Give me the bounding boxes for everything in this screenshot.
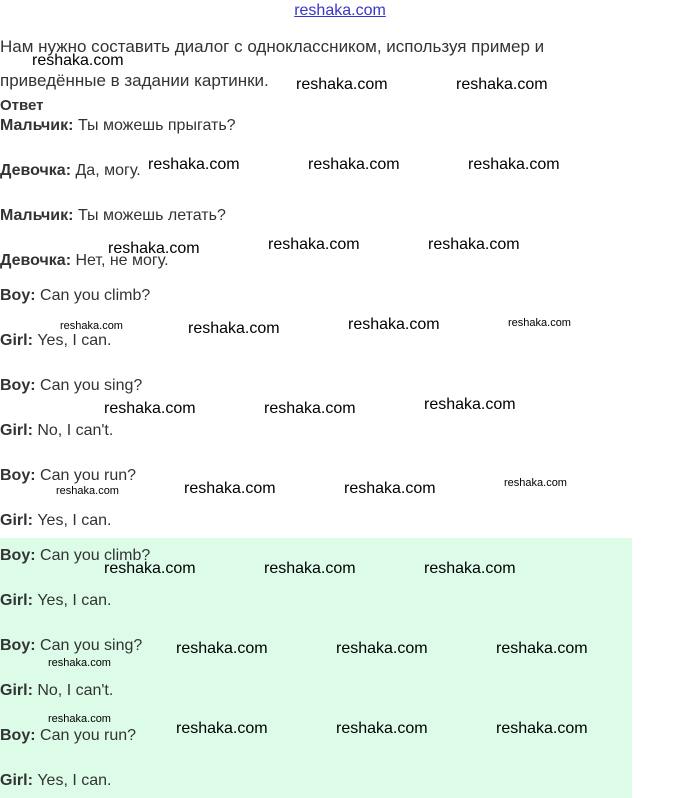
watermark: reshaka.com: [496, 720, 588, 737]
watermark: reshaka.com: [148, 156, 240, 173]
speaker: Boy: [0, 637, 31, 654]
dialog-line: Мальчик: Ты можешь летать?: [0, 207, 226, 224]
utterance: No, I can't.: [37, 682, 114, 699]
dialog-line: Boy: Can you sing?: [0, 377, 143, 394]
site-link[interactable]: reshaka.com: [294, 2, 386, 19]
watermark: reshaka.com: [108, 240, 200, 257]
answer-line: Girl: Yes, I can.: [0, 592, 112, 609]
dialog-line: Девочка: Да, могу.: [0, 162, 141, 179]
watermark: reshaka.com: [456, 76, 548, 93]
speaker: Girl: [0, 512, 28, 529]
speaker: Girl: [0, 772, 28, 789]
dialog-line: Girl: Yes, I can.: [0, 332, 112, 349]
speaker: Girl: [0, 422, 28, 439]
watermark: reshaka.com: [56, 485, 119, 497]
utterance: Can you sing?: [40, 377, 143, 394]
speaker: Boy: [0, 377, 31, 394]
dialog-line: Boy: Can you climb?: [0, 287, 151, 304]
speaker: Boy: [0, 547, 31, 564]
utterance: Нет, не могу.: [75, 252, 169, 269]
utterance: Да, могу.: [75, 162, 141, 179]
watermark: reshaka.com: [468, 156, 560, 173]
utterance: Can you sing?: [40, 637, 143, 654]
watermark: reshaka.com: [176, 720, 268, 737]
utterance: Can you run?: [40, 467, 137, 484]
speaker: Девочка: [0, 162, 66, 179]
watermark: reshaka.com: [104, 400, 196, 417]
watermark: reshaka.com: [428, 236, 520, 253]
watermark: reshaka.com: [264, 560, 356, 577]
dialog-line: Boy: Can you run?: [0, 467, 137, 484]
dialog-line: Girl: Yes, I can.: [0, 512, 112, 529]
answer-heading: Ответ: [0, 97, 44, 114]
utterance: No, I can't.: [37, 422, 114, 439]
watermark: reshaka.com: [48, 657, 111, 669]
watermark: reshaka.com: [104, 560, 196, 577]
speaker: Boy: [0, 467, 31, 484]
watermark: reshaka.com: [504, 477, 567, 489]
dialog-line: Мальчик: Ты можешь прыгать?: [0, 117, 236, 134]
answer-line: Boy: Can you climb?: [0, 547, 151, 564]
watermark: reshaka.com: [60, 320, 123, 332]
utterance: Can you run?: [40, 727, 137, 744]
watermark: reshaka.com: [184, 480, 276, 497]
watermark: reshaka.com: [336, 720, 428, 737]
watermark: reshaka.com: [336, 640, 428, 657]
speaker: Boy: [0, 727, 31, 744]
watermark: reshaka.com: [296, 76, 388, 93]
speaker: Девочка: [0, 252, 66, 269]
speaker: Girl: [0, 682, 28, 699]
intro-line-1: Нам нужно составить диалог с одноклассником, используя пример и: [0, 37, 545, 56]
watermark: reshaka.com: [348, 316, 440, 333]
watermark: reshaka.com: [268, 236, 360, 253]
utterance: Ты можешь летать?: [77, 207, 226, 224]
utterance: Yes, I can.: [37, 512, 112, 529]
speaker: Мальчик: [0, 117, 69, 134]
utterance: Yes, I can.: [37, 332, 112, 349]
watermark: reshaka.com: [48, 713, 111, 725]
intro-line-2: приведённые в задании картинки.: [0, 71, 269, 90]
watermark: reshaka.com: [424, 560, 516, 577]
watermark: reshaka.com: [424, 396, 516, 413]
watermark: reshaka.com: [344, 480, 436, 497]
speaker: Girl: [0, 592, 28, 609]
answer-line: Boy: Can you run?: [0, 727, 137, 744]
utterance: Can you climb?: [40, 287, 151, 304]
watermark: reshaka.com: [308, 156, 400, 173]
watermark: reshaka.com: [176, 640, 268, 657]
answer-line: Girl: No, I can't.: [0, 682, 114, 699]
answer-line: Girl: Yes, I can.: [0, 772, 112, 789]
speaker: Girl: [0, 332, 28, 349]
answer-line: Boy: Can you sing?: [0, 637, 143, 654]
dialog-line: Girl: No, I can't.: [0, 422, 114, 439]
watermark: reshaka.com: [32, 52, 124, 69]
speaker: Boy: [0, 287, 31, 304]
utterance: Yes, I can.: [37, 592, 112, 609]
speaker: Мальчик: [0, 207, 69, 224]
watermark: reshaka.com: [508, 317, 571, 329]
utterance: Ты можешь прыгать?: [77, 117, 236, 134]
watermark: reshaka.com: [496, 640, 588, 657]
utterance: Can you climb?: [40, 547, 151, 564]
watermark: reshaka.com: [264, 400, 356, 417]
utterance: Yes, I can.: [37, 772, 112, 789]
dialog-line: Девочка: Нет, не могу.: [0, 252, 169, 269]
watermark: reshaka.com: [188, 320, 280, 337]
